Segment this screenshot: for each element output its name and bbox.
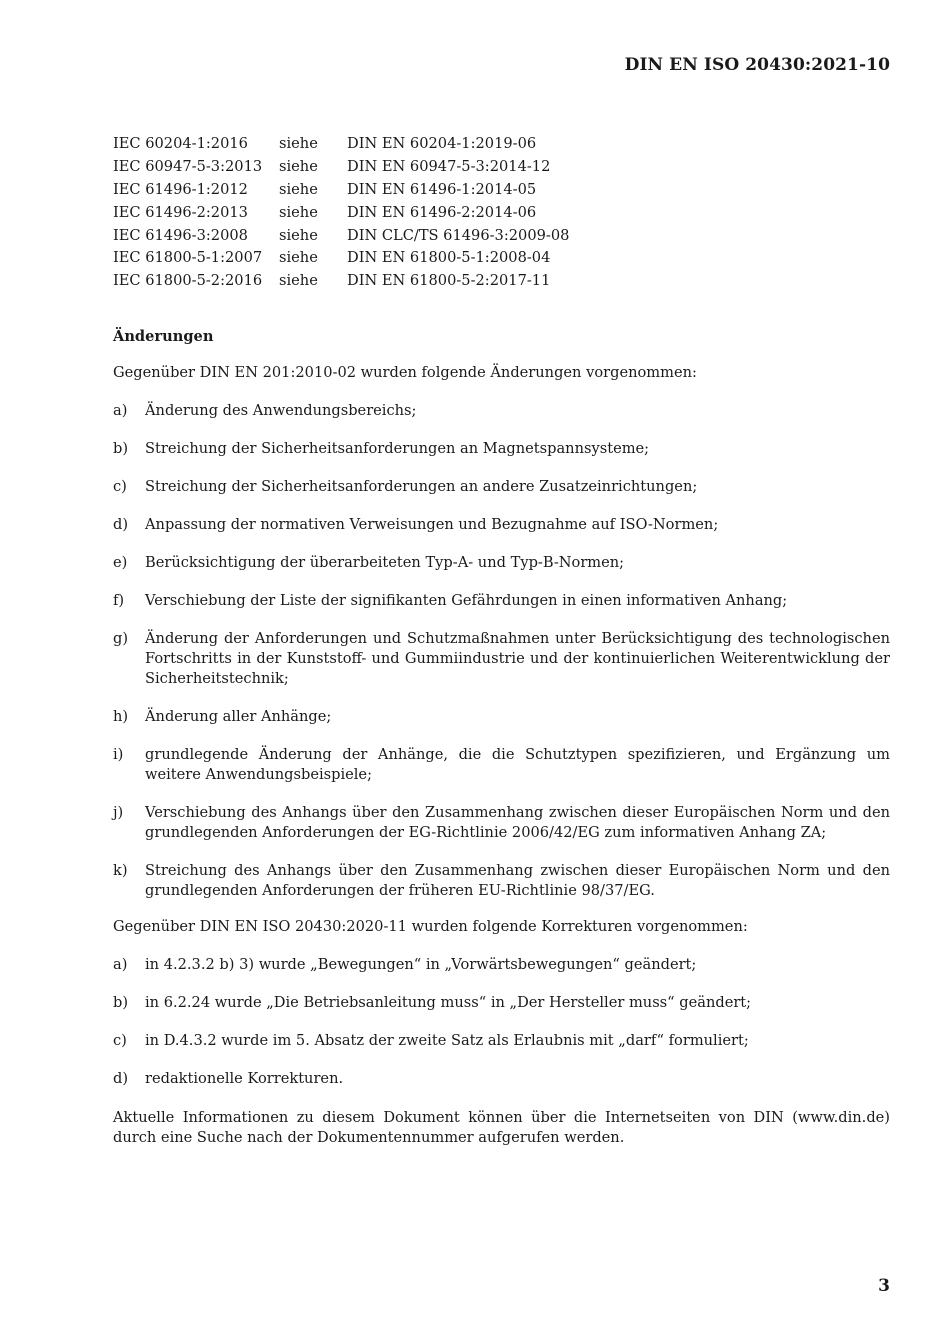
list-item [113, 477, 890, 497]
list-marker: a) [113, 402, 128, 420]
list-text: Verschiebung des Anhangs über den Zusammenhang zwischen dieser Europäischen Norm und den grundlegenden Anforderungen der EG-Richtlinie 2006/42/EG zum informativen Anhang ZA; [145, 804, 890, 842]
list-item [113, 745, 890, 785]
changes-list [113, 401, 890, 901]
reference-target: DIN EN 60204-1:2019-06 [347, 135, 537, 152]
list-item [113, 629, 890, 689]
list-marker: c) [113, 1032, 127, 1050]
list-text: Streichung der Sicherheitsanforderungen an andere Zusatzeinrichtungen; [145, 478, 698, 496]
list-marker: b) [113, 994, 129, 1012]
reference-row [113, 134, 569, 157]
reference-relation: siehe [279, 135, 318, 152]
list-item [113, 803, 890, 843]
list-marker: c) [113, 478, 127, 496]
reference-target: DIN EN 60947-5-3:2014-12 [347, 157, 551, 175]
reference-relation: siehe [279, 203, 318, 221]
reference-row [113, 248, 569, 271]
reference-row [113, 180, 569, 203]
list-marker: j) [113, 804, 124, 822]
document-id-header: DIN EN ISO 20430:2021-10 [624, 55, 890, 75]
changes-heading: Änderungen [113, 328, 214, 346]
list-text: grundlegende Änderung der Anhänge, die die Schutztypen spezifizieren, und Ergänzung um weitere Anwendungsbeispiele; [145, 746, 890, 784]
list-item [113, 861, 890, 901]
corrections-list [113, 955, 890, 1089]
reference-relation: siehe [279, 157, 318, 175]
list-marker: b) [113, 440, 129, 458]
list-item [113, 1031, 890, 1051]
list-item [113, 591, 890, 611]
list-text: redaktionelle Korrekturen. [145, 1070, 344, 1088]
reference-relation: siehe [279, 272, 318, 290]
reference-target: DIN EN 61496-1:2014-05 [347, 180, 537, 198]
reference-row [113, 226, 569, 249]
list-text: in 6.2.24 wurde „Die Betriebsanleitung muss“ in „Der Hersteller muss“ geändert; [145, 994, 752, 1012]
reference-relation: siehe [279, 249, 318, 267]
list-text: Streichung des Anhangs über den Zusammenhang zwischen dieser Europäischen Norm und den grundlegenden Anforderungen der früheren EU-Richtlinie 98/37/EG. [145, 862, 890, 900]
reference-target: DIN EN 61800-5-1:2008-04 [347, 249, 551, 267]
reference-source: IEC 61496-1:2012 [113, 180, 248, 198]
reference-table [113, 134, 569, 294]
reference-row [113, 157, 569, 180]
list-text: Anpassung der normativen Verweisungen und Bezugnahme auf ISO-Normen; [145, 516, 719, 534]
reference-source: IEC 61496-3:2008 [113, 226, 248, 244]
reference-source: IEC 60947-5-3:2013 [113, 157, 263, 175]
list-text: Änderung des Anwendungsbereichs; [145, 402, 417, 420]
reference-target: DIN EN 61496-2:2014-06 [347, 203, 537, 221]
list-marker: h) [113, 708, 129, 726]
list-marker: k) [113, 862, 128, 880]
footer-note: Aktuelle Informationen zu diesem Dokument können über die Internetseiten von DIN (www.din.de) durch eine Suche nach der Dokumentennummer aufgerufen werden. [113, 1109, 890, 1147]
list-item [113, 1069, 890, 1089]
list-marker: d) [113, 516, 129, 534]
list-text: Berücksichtigung der überarbeiteten Typ-A- und Typ-B-Normen; [145, 554, 625, 572]
reference-relation: siehe [279, 226, 318, 244]
list-item [113, 993, 890, 1013]
list-marker: g) [113, 630, 129, 648]
list-text: Streichung der Sicherheitsanforderungen an Magnetspannsysteme; [145, 440, 650, 458]
reference-source: IEC 61496-2:2013 [113, 203, 248, 221]
reference-source: IEC 60204-1:2016 [113, 135, 248, 152]
list-marker: e) [113, 554, 128, 572]
list-item [113, 707, 890, 727]
list-item [113, 401, 890, 421]
reference-row [113, 203, 569, 226]
list-marker: d) [113, 1070, 129, 1088]
list-marker: a) [113, 956, 128, 974]
list-text: in 4.2.3.2 b) 3) wurde „Bewegungen“ in „Vorwärtsbewegungen“ geändert; [145, 956, 697, 974]
reference-source: IEC 61800-5-1:2007 [113, 249, 263, 267]
list-text: Änderung der Anforderungen und Schutzmaßnahmen unter Berücksichtigung des technologischen Fortschritts in der Kunststoff- und Gummiindustrie und der kontinuierlichen Weiterentwicklung der Sicherheitstechnik; [145, 630, 890, 688]
reference-target: DIN EN 61800-5-2:2017-11 [347, 272, 551, 290]
list-text: Verschiebung der Liste der signifikanten Gefährdungen in einen informativen Anhang; [145, 592, 788, 610]
reference-target: DIN CLC/TS 61496-3:2009-08 [347, 226, 570, 244]
list-item [113, 439, 890, 459]
reference-relation: siehe [279, 180, 318, 198]
reference-row [113, 271, 569, 294]
page-content [113, 134, 890, 1148]
list-item [113, 553, 890, 573]
list-text: in D.4.3.2 wurde im 5. Absatz der zweite Satz als Erlaubnis mit „darf“ formuliert; [145, 1032, 749, 1050]
corrections-intro: Gegenüber DIN EN ISO 20430:2020-11 wurden folgende Korrekturen vorgenommen: [113, 918, 748, 936]
changes-intro: Gegenüber DIN EN 201:2010-02 wurden folgende Änderungen vorgenommen: [113, 364, 697, 382]
reference-source: IEC 61800-5-2:2016 [113, 272, 263, 290]
list-text: Änderung aller Anhänge; [145, 708, 332, 726]
list-marker: i) [113, 746, 124, 764]
list-item [113, 515, 890, 535]
list-item [113, 955, 890, 975]
list-marker: f) [113, 592, 125, 610]
page-number: 3 [878, 1276, 890, 1296]
